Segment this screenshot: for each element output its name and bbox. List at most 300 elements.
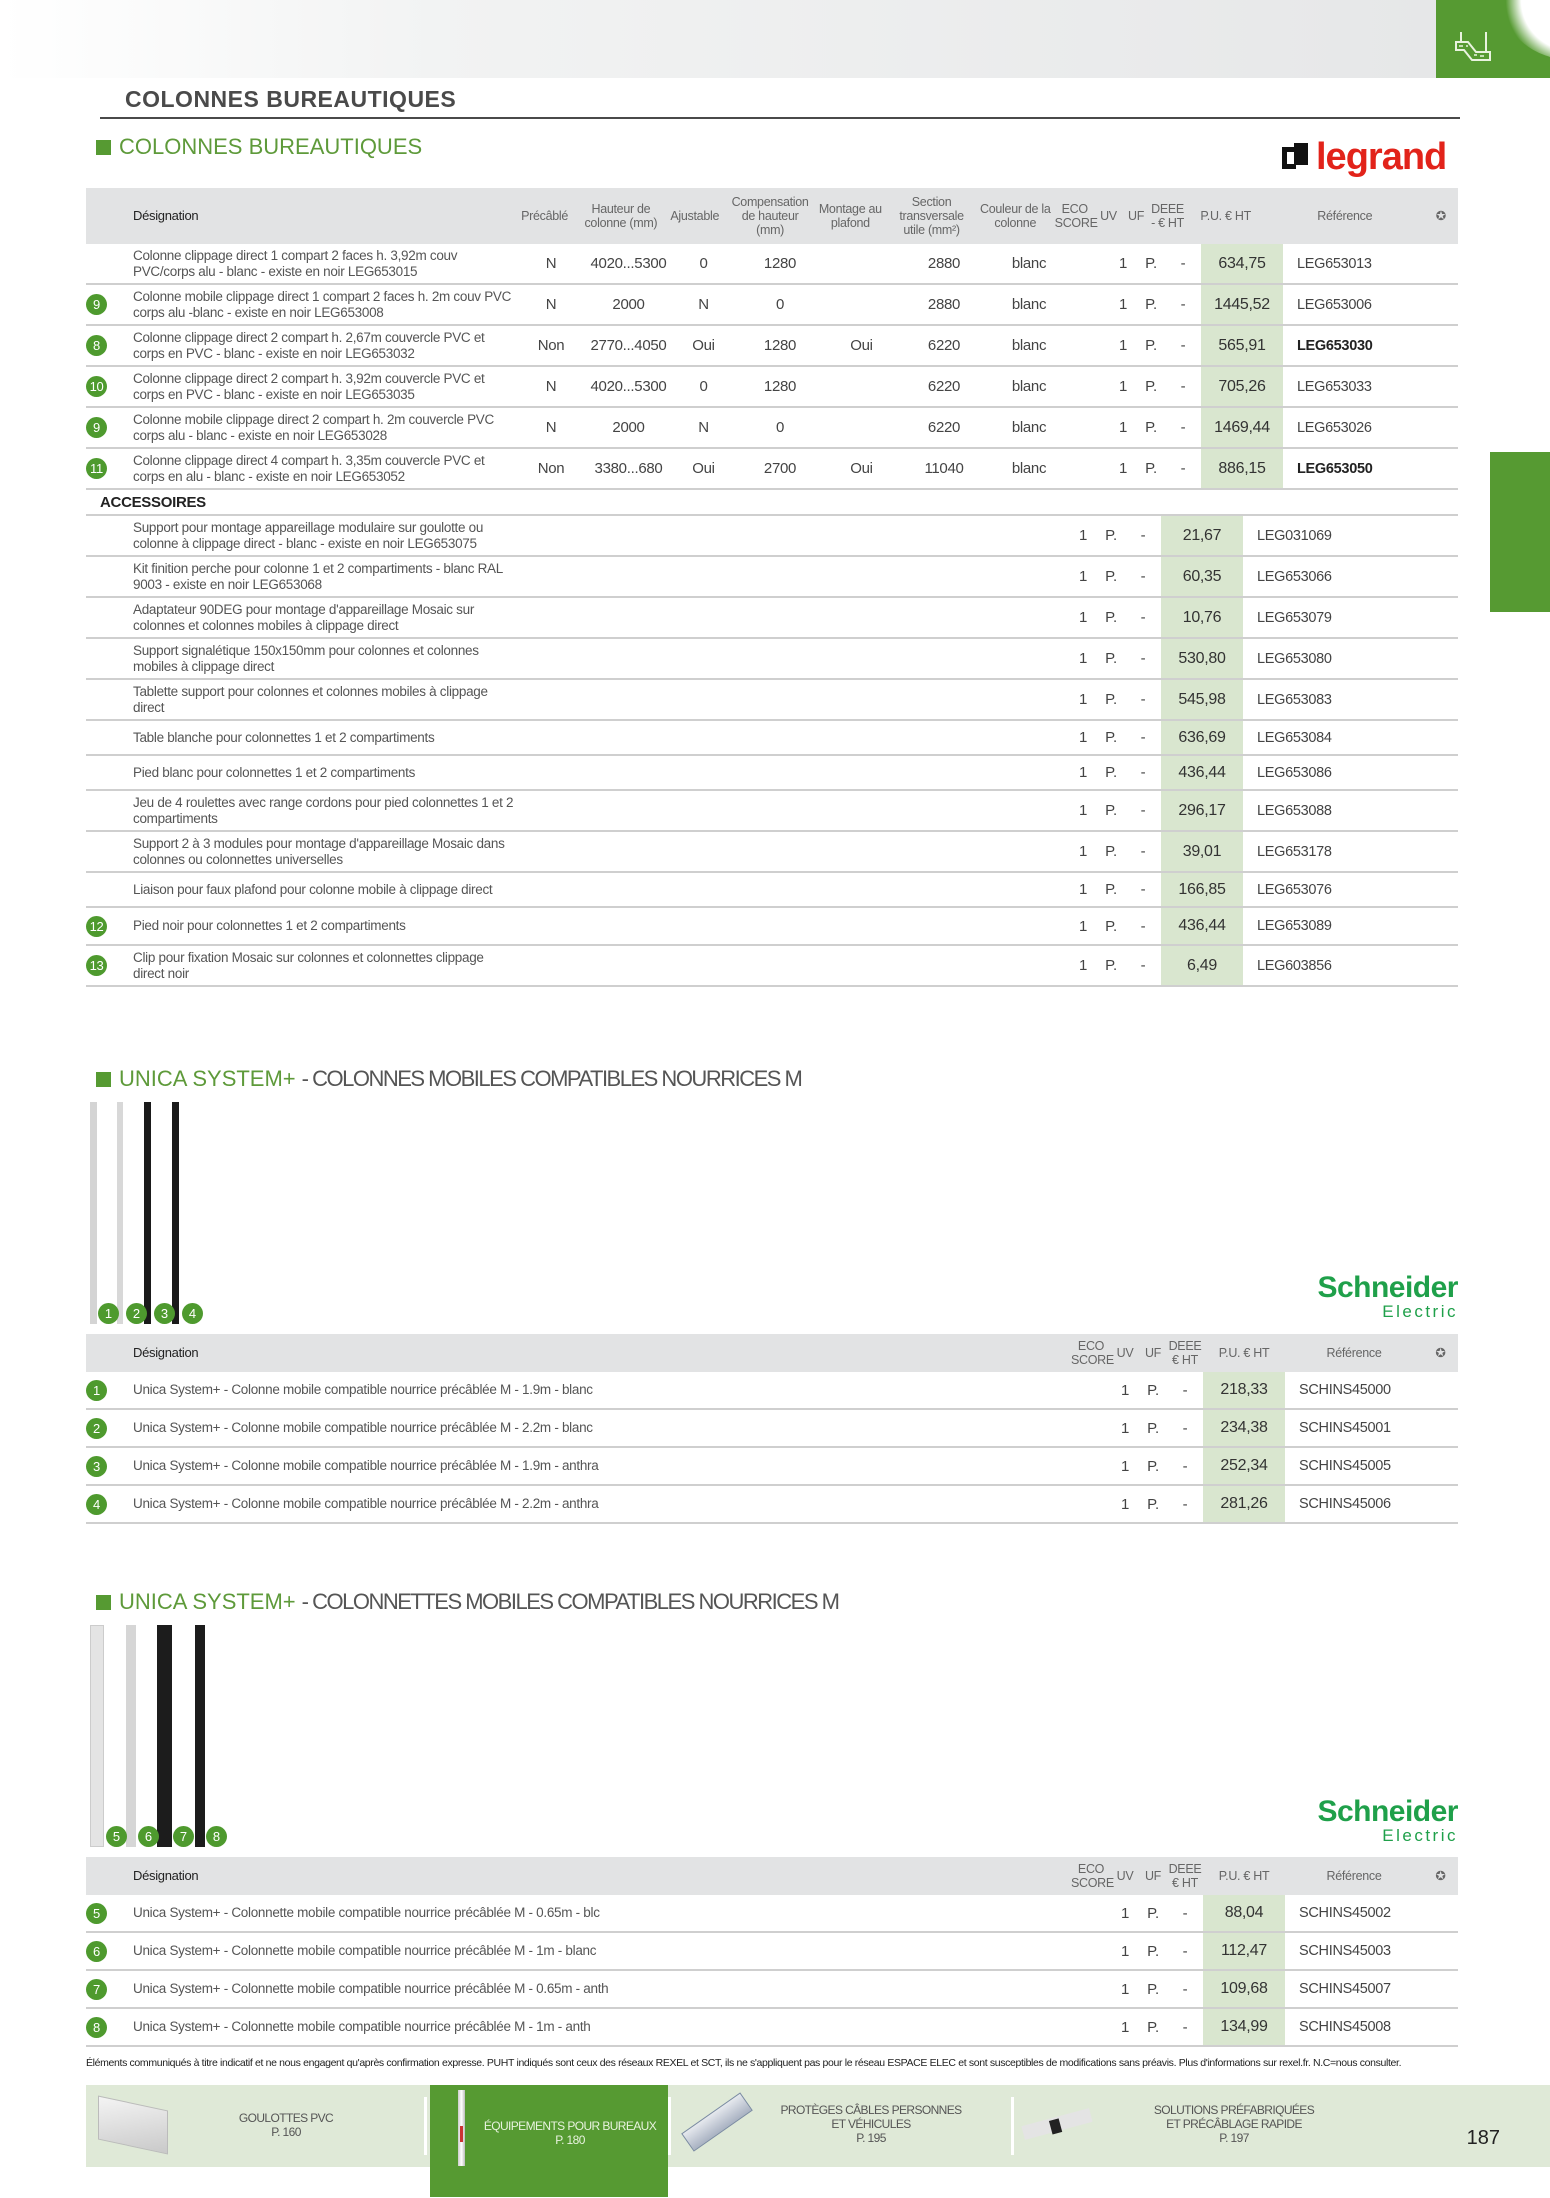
unit-price: 296,17 bbox=[1161, 791, 1243, 830]
table-row bbox=[86, 1895, 1458, 1933]
col-reference: Référence bbox=[1326, 1869, 1382, 1883]
designation: Support signalétique 150x150mm pour colonnes et colonnes mobiles à clippage direct bbox=[133, 642, 479, 674]
montage-plafond: Oui bbox=[850, 337, 873, 354]
deee: - bbox=[1140, 843, 1146, 860]
unit-price: 10,76 bbox=[1161, 598, 1243, 637]
schneider-logo bbox=[1300, 1273, 1458, 1321]
deee: - bbox=[1180, 419, 1186, 436]
unit-price: 234,38 bbox=[1203, 1410, 1285, 1446]
item-badge: 9 bbox=[86, 417, 107, 438]
col-uf: UF bbox=[1144, 1346, 1162, 1360]
item-badge: 13 bbox=[86, 955, 107, 976]
col-uv: UV bbox=[1100, 209, 1117, 223]
title-divider bbox=[100, 117, 1460, 119]
nav-page: P. 180 bbox=[555, 2133, 585, 2147]
deee: - bbox=[1180, 337, 1186, 354]
uf: P. bbox=[1147, 1457, 1159, 1475]
deee: - bbox=[1140, 650, 1146, 667]
reference: SCHINS45003 bbox=[1299, 1943, 1391, 1959]
item-badge: 9 bbox=[86, 294, 107, 315]
reference: LEG031069 bbox=[1257, 527, 1332, 544]
table-row bbox=[86, 244, 1458, 285]
deee: - bbox=[1140, 881, 1146, 898]
col-couleur: Couleur de la colonne bbox=[980, 202, 1051, 230]
uf: P. bbox=[1105, 764, 1117, 781]
unica-colonnes-table bbox=[86, 1334, 1458, 1524]
hauteur: 2770...4050 bbox=[590, 337, 667, 354]
reference: LEG653079 bbox=[1257, 609, 1332, 626]
col-reference: Référence bbox=[1317, 209, 1373, 223]
unit-price: 1469,44 bbox=[1201, 408, 1283, 447]
uv: 1 bbox=[1118, 337, 1128, 354]
uf: P. bbox=[1105, 609, 1117, 626]
product-badge: 2 bbox=[126, 1303, 147, 1324]
nav-label-line2: ET VÉHICULES bbox=[831, 2117, 911, 2131]
uf: P. bbox=[1105, 729, 1117, 746]
reference: LEG653083 bbox=[1257, 691, 1332, 708]
item-badge: 8 bbox=[86, 2017, 107, 2038]
table-row bbox=[86, 908, 1458, 946]
item-badge: 12 bbox=[86, 916, 107, 937]
deee: - bbox=[1140, 957, 1146, 974]
reference: SCHINS45008 bbox=[1299, 2019, 1391, 2035]
col-compensation: Compensation de hauteur (mm) bbox=[731, 195, 809, 237]
unit-price: 60,35 bbox=[1161, 557, 1243, 596]
designation: Unica System+ - Colonnette mobile compatible nourrice précâblée M - 1m - blanc bbox=[133, 1943, 597, 1958]
table-row bbox=[86, 326, 1458, 367]
uv: 1 bbox=[1120, 2018, 1130, 2036]
uv: 1 bbox=[1118, 419, 1128, 436]
hauteur: 4020...5300 bbox=[590, 378, 667, 395]
section: 11040 bbox=[924, 460, 964, 477]
table-header bbox=[86, 1334, 1458, 1372]
col-uf: UF bbox=[1127, 209, 1145, 223]
reference: LEG653178 bbox=[1257, 843, 1332, 860]
tab-glow bbox=[1502, 0, 1550, 60]
table-row bbox=[86, 2009, 1458, 2047]
reference: SCHINS45002 bbox=[1299, 1905, 1391, 1921]
legrand-logo bbox=[1282, 136, 1446, 179]
nav-label: PROTÈGES CÂBLES PERSONNES bbox=[780, 2103, 962, 2117]
category-tab[interactable] bbox=[1436, 0, 1550, 78]
designation: Unica System+ - Colonne mobile compatible nourrice précâblée M - 1.9m - anthra bbox=[133, 1458, 599, 1473]
uv: 1 bbox=[1120, 1495, 1130, 1513]
designation: Unica System+ - Colonnette mobile compatible nourrice précâblée M - 1m - anth bbox=[133, 2019, 591, 2034]
uv: 1 bbox=[1078, 764, 1088, 781]
deee: - bbox=[1180, 255, 1186, 272]
table-row bbox=[86, 1410, 1458, 1448]
uf: P. bbox=[1145, 337, 1157, 354]
couleur: blanc bbox=[1011, 296, 1047, 313]
unit-price: 112,47 bbox=[1203, 1933, 1285, 1969]
page-title: COLONNES BUREAUTIQUES bbox=[125, 86, 457, 112]
uf: P. bbox=[1147, 1381, 1159, 1399]
uv: 1 bbox=[1120, 1457, 1130, 1475]
green-square-icon bbox=[96, 1072, 111, 1087]
ajustable: Oui bbox=[692, 460, 715, 477]
deee: - bbox=[1140, 729, 1146, 746]
designation: Liaison pour faux plafond pour colonne mobile à clippage direct bbox=[133, 881, 493, 897]
table-header bbox=[86, 188, 1458, 244]
reference: LEG653013 bbox=[1297, 255, 1372, 272]
table-row bbox=[86, 639, 1458, 680]
col-eco-score: ECO SCORE bbox=[1071, 1339, 1114, 1367]
uv: 1 bbox=[1078, 802, 1088, 819]
section-title-green: UNICA SYSTEM+ bbox=[119, 1589, 296, 1614]
unit-price: 109,68 bbox=[1203, 1971, 1285, 2007]
reference: LEG653050 bbox=[1297, 460, 1373, 477]
colonne-thumbnail bbox=[458, 2090, 465, 2166]
section: 6220 bbox=[927, 378, 961, 395]
green-square-icon bbox=[96, 140, 111, 155]
deee: - bbox=[1182, 1904, 1188, 1922]
section-title-unica-colonnettes bbox=[96, 1589, 838, 1615]
uv: 1 bbox=[1078, 843, 1088, 860]
uv: 1 bbox=[1120, 1904, 1130, 1922]
reference: LEG653076 bbox=[1257, 881, 1332, 898]
schneider-logo bbox=[1300, 1797, 1458, 1845]
couleur: blanc bbox=[1011, 337, 1047, 354]
reference: LEG653026 bbox=[1297, 419, 1372, 436]
montage-plafond: Oui bbox=[850, 460, 873, 477]
designation: Pied blanc pour colonnettes 1 et 2 compartiments bbox=[133, 764, 416, 780]
col-deee: DEEE € HT bbox=[1168, 1862, 1202, 1890]
item-badge: 1 bbox=[86, 1380, 107, 1401]
item-badge: 8 bbox=[86, 335, 107, 356]
schneider-wordmark: Schneider bbox=[1317, 1795, 1458, 1828]
compensation: 0 bbox=[775, 419, 785, 436]
uv: 1 bbox=[1120, 1942, 1130, 1960]
deee: - bbox=[1182, 2018, 1188, 2036]
unit-price: 88,04 bbox=[1203, 1895, 1285, 1931]
recycle-icon: ✪ bbox=[1435, 1869, 1446, 1883]
uf: P. bbox=[1105, 957, 1117, 974]
uv: 1 bbox=[1078, 527, 1088, 544]
precable: N bbox=[545, 378, 557, 395]
nav-page: P. 195 bbox=[856, 2131, 886, 2145]
item-badge: 4 bbox=[86, 1494, 107, 1515]
deee: - bbox=[1140, 527, 1146, 544]
compensation: 0 bbox=[775, 296, 785, 313]
uv: 1 bbox=[1078, 729, 1088, 746]
deee: - bbox=[1140, 917, 1146, 935]
uf: P. bbox=[1145, 296, 1157, 313]
col-designation: Désignation bbox=[133, 1345, 199, 1360]
colonnes-table bbox=[86, 188, 1458, 987]
reference: LEG653066 bbox=[1257, 568, 1332, 585]
col-prix: P.U. € HT bbox=[1200, 209, 1251, 223]
uf: P. bbox=[1145, 378, 1157, 395]
nav-proteges-cables[interactable] bbox=[671, 2085, 1011, 2167]
uf: P. bbox=[1105, 802, 1117, 819]
section: 2880 bbox=[927, 296, 961, 313]
col-deee: DEEE € HT bbox=[1168, 1339, 1202, 1367]
unica-colonnettes-table bbox=[86, 1857, 1458, 2047]
product-badge: 6 bbox=[138, 1826, 159, 1847]
legrand-mark-icon bbox=[1282, 143, 1310, 173]
uv: 1 bbox=[1078, 691, 1088, 708]
precable: N bbox=[545, 296, 557, 313]
uf: P. bbox=[1145, 419, 1157, 436]
col-precable: Précâblé bbox=[521, 209, 569, 223]
compensation: 2700 bbox=[763, 460, 797, 477]
unit-price: 705,26 bbox=[1201, 367, 1283, 406]
uf: P. bbox=[1105, 650, 1117, 667]
reference: LEG653033 bbox=[1297, 378, 1372, 395]
designation: Colonne clippage direct 2 compart h. 3,92m couvercle PVC et corps en PVC - blanc - existe en noir LEG653035 bbox=[133, 370, 485, 402]
uv: 1 bbox=[1120, 1980, 1130, 1998]
compensation: 1280 bbox=[763, 337, 797, 354]
col-uv: UV bbox=[1116, 1869, 1134, 1883]
designation: Jeu de 4 roulettes avec range cordons pour pied colonnettes 1 et 2 compartiments bbox=[133, 794, 514, 826]
uv: 1 bbox=[1078, 881, 1088, 898]
ajustable: 0 bbox=[699, 255, 708, 272]
uv: 1 bbox=[1078, 650, 1088, 667]
uf: P. bbox=[1147, 1495, 1159, 1513]
product-badge: 4 bbox=[182, 1303, 203, 1324]
unit-price: 252,34 bbox=[1203, 1448, 1285, 1484]
section-title-rest: - COLONNES MOBILES COMPATIBLES NOURRICES M bbox=[301, 1066, 802, 1091]
uf: P. bbox=[1147, 1942, 1159, 1960]
section-title-rest: - COLONNETTES MOBILES COMPATIBLES NOURRICES M bbox=[301, 1589, 839, 1614]
accessories-label: ACCESSOIRES bbox=[86, 490, 1458, 516]
col-plafond: Montage au plafond bbox=[818, 202, 882, 230]
nav-solutions-prefabriquees[interactable] bbox=[1014, 2085, 1394, 2167]
col-uf: UF bbox=[1144, 1869, 1162, 1883]
deee: - bbox=[1180, 296, 1186, 313]
table-row bbox=[86, 449, 1458, 490]
precable: Non bbox=[537, 337, 565, 354]
item-badge: 2 bbox=[86, 1418, 107, 1439]
designation: Colonne clippage direct 2 compart h. 2,67m couvercle PVC et corps en PVC - blanc - existe en noir LEG653032 bbox=[133, 329, 485, 361]
reference: SCHINS45001 bbox=[1299, 1420, 1391, 1436]
deee: - bbox=[1140, 568, 1146, 585]
protege-cable-thumbnail bbox=[681, 2092, 753, 2151]
unit-price: 21,67 bbox=[1161, 516, 1243, 555]
compensation: 1280 bbox=[763, 378, 797, 395]
designation: Colonne clippage direct 1 compart 2 faces h. 3,92m couv PVC/corps alu - blanc - existe en noir LEG653015 bbox=[133, 247, 458, 279]
ajustable: Oui bbox=[692, 337, 715, 354]
electric-wordmark: Electric bbox=[1382, 1826, 1458, 1845]
uf: P. bbox=[1145, 460, 1157, 477]
table-row bbox=[86, 946, 1458, 987]
product-badge: 1 bbox=[98, 1303, 119, 1324]
uv: 1 bbox=[1120, 1381, 1130, 1399]
col-section: Section transversale utile (mm²) bbox=[899, 195, 964, 237]
table-row bbox=[86, 756, 1458, 791]
unit-price: 218,33 bbox=[1203, 1372, 1285, 1408]
item-badge: 11 bbox=[86, 458, 107, 479]
disclaimer-text: Éléments communiqués à titre indicatif et ne nous engagent qu'après confirmation expresse. PUHT indiqués sont ceux des réseaux REXEL et SCT, ils ne s'appliquent pas pour le réseau ESPACE ELEC et sont susceptibles de modifications sans préavis. Plus d'informations sur rexel.fr. N.C=nous consulter. bbox=[86, 2057, 1402, 2069]
table-row bbox=[86, 791, 1458, 832]
hauteur: 3380...680 bbox=[594, 460, 663, 477]
product-badge: 3 bbox=[154, 1303, 175, 1324]
legrand-wordmark: legrand bbox=[1316, 136, 1447, 178]
uf: P. bbox=[1105, 881, 1117, 898]
table-row bbox=[86, 408, 1458, 449]
uf: P. bbox=[1147, 1980, 1159, 1998]
hauteur: 2000 bbox=[612, 296, 645, 313]
cable-tray-icon bbox=[1454, 30, 1494, 66]
deee: - bbox=[1182, 1495, 1188, 1513]
designation: Table blanche pour colonnettes 1 et 2 compartiments bbox=[133, 729, 435, 745]
reference: LEG653080 bbox=[1257, 650, 1332, 667]
product-badge: 5 bbox=[106, 1826, 127, 1847]
item-badge: 7 bbox=[86, 1979, 107, 2000]
goulotte-thumbnail bbox=[98, 2096, 168, 2155]
designation: Kit finition perche pour colonne 1 et 2 compartiments - blanc RAL 9003 - existe en noir LEG653068 bbox=[133, 560, 503, 592]
top-banner bbox=[0, 0, 1436, 78]
deee: - bbox=[1182, 1381, 1188, 1399]
table-row bbox=[86, 598, 1458, 639]
page-number: 187 bbox=[1466, 2127, 1500, 2149]
reference: SCHINS45000 bbox=[1299, 1382, 1391, 1398]
designation: Colonne mobile clippage direct 1 compart 2 faces h. 2m couv PVC corps alu -blanc - existe en noir LEG653008 bbox=[133, 288, 512, 320]
couleur: blanc bbox=[1011, 255, 1047, 272]
precable: Non bbox=[537, 460, 565, 477]
product-badge: 8 bbox=[206, 1826, 227, 1847]
unit-price: 6,49 bbox=[1161, 946, 1243, 985]
couleur: blanc bbox=[1011, 378, 1047, 395]
table-row bbox=[86, 832, 1458, 873]
reference: LEG653088 bbox=[1257, 802, 1332, 819]
unit-price: 1445,52 bbox=[1201, 285, 1283, 324]
hauteur: 2000 bbox=[612, 419, 645, 436]
col-reference: Référence bbox=[1326, 1346, 1382, 1360]
uf: P. bbox=[1105, 691, 1117, 708]
table-row bbox=[86, 873, 1458, 908]
side-chapter-tab[interactable] bbox=[1490, 452, 1550, 612]
section: 2880 bbox=[927, 255, 961, 272]
reference: LEG653084 bbox=[1257, 729, 1332, 746]
col-prix: P.U. € HT bbox=[1218, 1869, 1270, 1883]
unit-price: 545,98 bbox=[1161, 680, 1243, 719]
table-row bbox=[86, 1971, 1458, 2009]
designation: Tablette support pour colonnes et colonnes mobiles à clippage direct bbox=[133, 683, 488, 715]
nav-label-line2: ET PRÉCÂBLAGE RAPIDE bbox=[1166, 2117, 1302, 2131]
uf: P. bbox=[1105, 568, 1117, 585]
unit-price: 281,26 bbox=[1203, 1486, 1285, 1522]
recycle-icon: ✪ bbox=[1435, 1346, 1446, 1360]
unit-price: 134,99 bbox=[1203, 2009, 1285, 2045]
uv: 1 bbox=[1078, 609, 1088, 626]
section: 6220 bbox=[927, 419, 961, 436]
nav-page: P. 197 bbox=[1219, 2131, 1249, 2145]
item-badge: 10 bbox=[86, 376, 107, 397]
product-badge: 7 bbox=[173, 1826, 194, 1847]
deee: - bbox=[1180, 378, 1186, 395]
section-title-text: COLONNES BUREAUTIQUES bbox=[119, 134, 423, 159]
uv: 1 bbox=[1118, 460, 1128, 477]
nav-label: SOLUTIONS PRÉFABRIQUÉES bbox=[1153, 2103, 1315, 2117]
uv: 1 bbox=[1118, 255, 1128, 272]
uv: 1 bbox=[1078, 917, 1088, 935]
deee: - bbox=[1180, 460, 1186, 477]
uf: P. bbox=[1147, 1904, 1159, 1922]
section-title-colonnes bbox=[96, 134, 422, 160]
col-eco-score: ECO SCORE bbox=[1054, 202, 1098, 230]
col-ajustable: Ajustable bbox=[670, 209, 720, 223]
deee: - bbox=[1182, 1942, 1188, 1960]
section-title-unica-colonnes bbox=[96, 1066, 801, 1092]
col-deee: DEEE - € HT bbox=[1151, 202, 1184, 230]
reference: SCHINS45007 bbox=[1299, 1981, 1391, 1997]
item-badge: 6 bbox=[86, 1941, 107, 1962]
col-uv: UV bbox=[1116, 1346, 1134, 1360]
item-badge: 5 bbox=[86, 1903, 107, 1924]
uv: 1 bbox=[1118, 296, 1128, 313]
designation: Adaptateur 90DEG pour montage d'appareillage Mosaic sur colonnes et colonnes mobiles à clippage direct bbox=[133, 601, 475, 633]
designation: Support pour montage appareillage modulaire sur goulotte ou colonne à clippage direct - blanc - existe en noir LEG653075 bbox=[133, 519, 484, 551]
designation: Unica System+ - Colonnette mobile compatible nourrice précâblée M - 0.65m - blc bbox=[133, 1905, 600, 1920]
unit-price: 166,85 bbox=[1161, 873, 1243, 906]
unit-price: 436,44 bbox=[1161, 756, 1243, 789]
green-square-icon bbox=[96, 1595, 111, 1610]
reference: LEG603856 bbox=[1257, 957, 1332, 974]
compensation: 1280 bbox=[763, 255, 797, 272]
reference: LEG653086 bbox=[1257, 764, 1332, 781]
nav-divider bbox=[424, 2097, 427, 2155]
uf: P. bbox=[1147, 1419, 1159, 1437]
designation: Pied noir pour colonnettes 1 et 2 compartiments bbox=[133, 918, 406, 933]
section-title-green: UNICA SYSTEM+ bbox=[119, 1066, 296, 1091]
deee: - bbox=[1182, 1980, 1188, 1998]
reference: SCHINS45006 bbox=[1299, 1496, 1391, 1512]
recycle-icon: ✪ bbox=[1435, 209, 1446, 223]
nav-goulottes-pvc[interactable] bbox=[86, 2085, 424, 2167]
nav-page: P. 160 bbox=[271, 2125, 301, 2139]
table-row bbox=[86, 516, 1458, 557]
col-hauteur: Hauteur de colonne (mm) bbox=[584, 202, 658, 230]
uv: 1 bbox=[1078, 568, 1088, 585]
schneider-wordmark: Schneider bbox=[1317, 1271, 1458, 1304]
deee: - bbox=[1182, 1457, 1188, 1475]
unit-price: 636,69 bbox=[1161, 721, 1243, 754]
nav-equipements-bureaux[interactable] bbox=[430, 2085, 668, 2197]
ajustable: N bbox=[698, 419, 709, 436]
unit-price: 39,01 bbox=[1161, 832, 1243, 871]
designation: Unica System+ - Colonnette mobile compatible nourrice précâblée M - 0.65m - anth bbox=[133, 1981, 609, 1996]
precablage-thumbnail bbox=[1021, 2108, 1092, 2140]
deee: - bbox=[1140, 764, 1146, 781]
deee: - bbox=[1140, 609, 1146, 626]
table-row bbox=[86, 1486, 1458, 1524]
uv: 1 bbox=[1120, 1419, 1130, 1437]
designation: Colonne mobile clippage direct 2 compart h. 2m couvercle PVC corps alu - blanc - existe en noir LEG653028 bbox=[133, 411, 494, 443]
unit-price: 436,44 bbox=[1161, 908, 1243, 944]
nav-label: ÉQUIPEMENTS POUR BUREAUX bbox=[483, 2119, 657, 2133]
table-row bbox=[86, 367, 1458, 408]
unit-price: 565,91 bbox=[1201, 326, 1283, 365]
item-badge: 3 bbox=[86, 1456, 107, 1477]
table-row bbox=[86, 1933, 1458, 1971]
table-row bbox=[86, 285, 1458, 326]
unit-price: 886,15 bbox=[1201, 449, 1283, 488]
precable: N bbox=[545, 419, 557, 436]
table-row bbox=[86, 721, 1458, 756]
deee: - bbox=[1140, 802, 1146, 819]
electric-wordmark: Electric bbox=[1382, 1302, 1458, 1321]
section: 6220 bbox=[927, 337, 961, 354]
col-designation: Désignation bbox=[133, 208, 199, 223]
ajustable: N bbox=[698, 296, 709, 313]
uf: P. bbox=[1147, 2018, 1159, 2036]
uv: 1 bbox=[1078, 957, 1088, 974]
unit-price: 530,80 bbox=[1161, 639, 1243, 678]
table-row bbox=[86, 1448, 1458, 1486]
reference: LEG653089 bbox=[1257, 918, 1332, 934]
reference: LEG653006 bbox=[1297, 296, 1372, 313]
